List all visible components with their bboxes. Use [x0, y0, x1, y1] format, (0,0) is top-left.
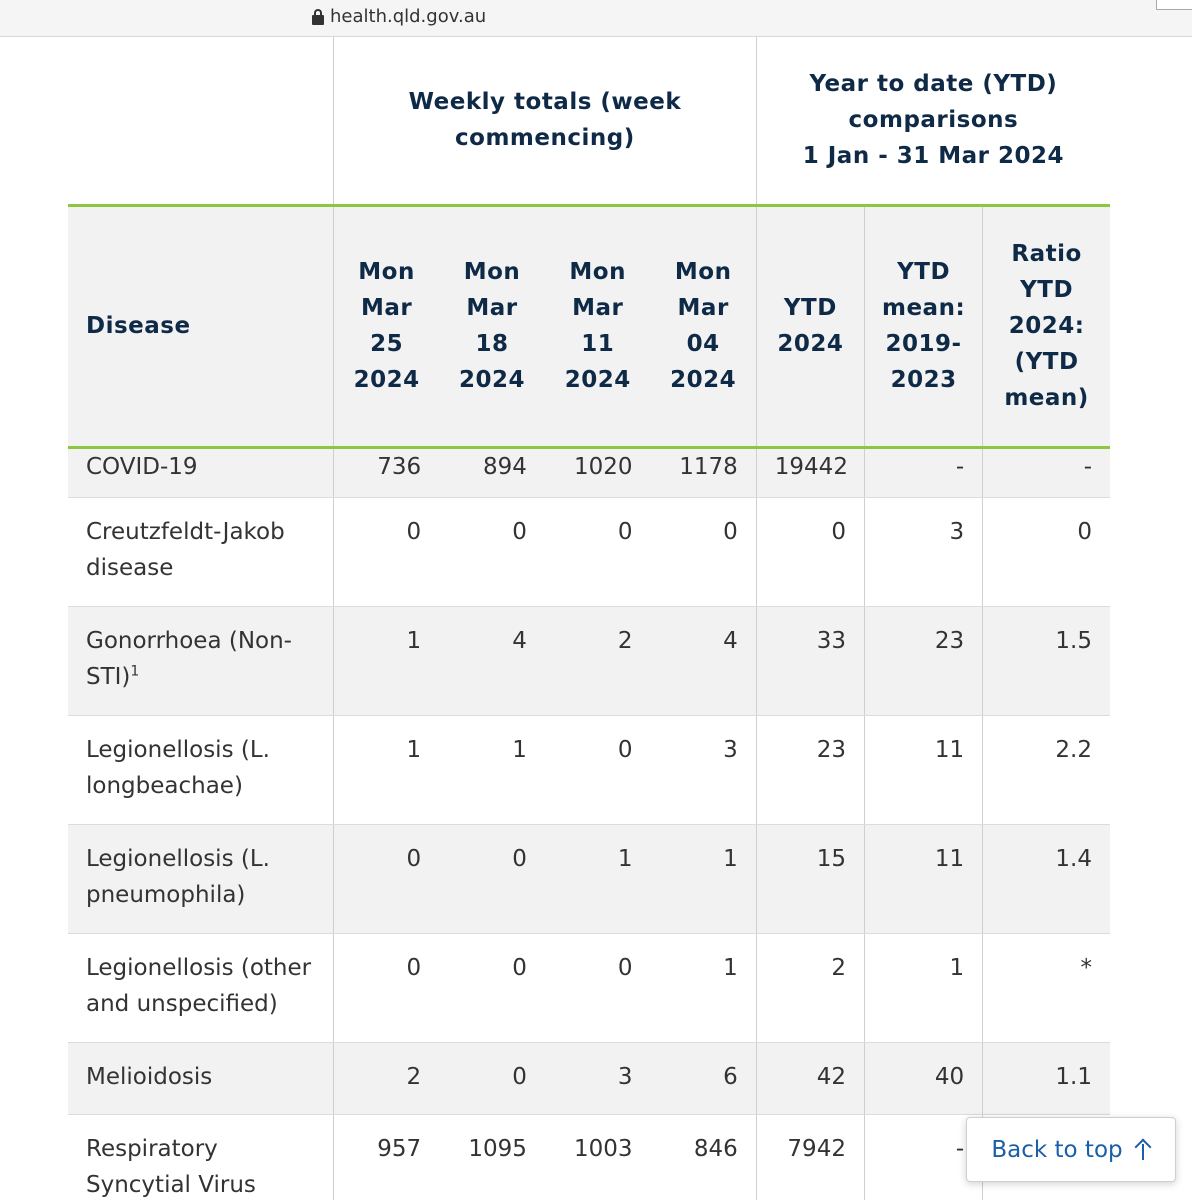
disease-name-cell	[68, 606, 333, 715]
disease-name: Legionellosis (L. pneumophila)	[86, 845, 270, 908]
cell-w4: 3	[651, 715, 757, 824]
cell-mean: 3	[864, 497, 982, 606]
cell-mean: 1	[864, 933, 982, 1042]
cell-w2: 894	[439, 447, 545, 497]
cell-ytd: 15	[756, 824, 864, 933]
cell-w3: 1	[545, 824, 651, 933]
cell-ratio: -	[983, 447, 1110, 497]
disease-name: Creutzfeldt-Jakob disease	[86, 518, 285, 581]
table-row	[68, 1042, 1110, 1114]
header-blank	[68, 37, 333, 205]
cell-ytd: 23	[756, 715, 864, 824]
cell-w3: 0	[545, 933, 651, 1042]
table-row	[68, 447, 1110, 497]
footnote-marker[interactable]: 1	[130, 662, 140, 679]
table-row	[68, 606, 1110, 715]
column-header-week-mar18: Mon Mar 18 2024	[439, 205, 545, 447]
cell-mean: 11	[864, 715, 982, 824]
weekly-totals-header: Weekly totals (week commencing)	[333, 37, 756, 205]
cell-w4: 846	[651, 1114, 757, 1200]
back-to-top-button[interactable]	[966, 1117, 1176, 1182]
url-text: health.qld.gov.au	[330, 6, 487, 27]
table-row	[68, 933, 1110, 1042]
disease-name-cell	[68, 715, 333, 824]
address-display[interactable]	[312, 6, 486, 27]
cell-ytd: 2	[756, 933, 864, 1042]
table-row	[68, 824, 1110, 933]
cell-w3: 3	[545, 1042, 651, 1114]
lock-icon	[312, 9, 324, 25]
cell-ytd: 0	[756, 497, 864, 606]
disease-name: Respiratory Syncytial Virus	[86, 1135, 256, 1198]
table-row	[68, 497, 1110, 606]
disease-name: Legionellosis (L. longbeachae)	[86, 736, 270, 799]
cell-w1: 0	[333, 497, 439, 606]
cell-w4: 1	[651, 824, 757, 933]
column-header-ytd-mean: YTD mean: 2019-2023	[864, 205, 982, 447]
cell-mean: 23	[864, 606, 982, 715]
cell-ratio: 1.4	[983, 824, 1110, 933]
cell-w4: 6	[651, 1042, 757, 1114]
cell-mean: -	[864, 447, 982, 497]
column-header-ratio: Ratio YTD 2024: (YTD mean)	[983, 205, 1110, 447]
cell-w2: 0	[439, 1042, 545, 1114]
cell-mean: 40	[864, 1042, 982, 1114]
cell-w1: 0	[333, 933, 439, 1042]
cell-ratio: 1.1	[983, 1042, 1110, 1114]
cell-w2: 4	[439, 606, 545, 715]
cell-w3: 0	[545, 497, 651, 606]
cell-w3: 2	[545, 606, 651, 715]
toolbar-corner	[1156, 0, 1192, 10]
ytd-comparisons-header	[756, 37, 1110, 205]
table-row	[68, 715, 1110, 824]
cell-ratio: 1.5	[983, 606, 1110, 715]
ytd-date-range: 1 Jan - 31 Mar 2024	[802, 143, 1065, 170]
ytd-comparisons-title: Year to date (YTD) comparisons	[809, 71, 1058, 134]
cell-ytd: 42	[756, 1042, 864, 1114]
disease-name-cell	[68, 497, 333, 606]
cell-mean: 11	[864, 824, 982, 933]
cell-ratio: *	[983, 933, 1110, 1042]
column-header-week-mar11: Mon Mar 11 2024	[545, 205, 651, 447]
cell-w1: 2	[333, 1042, 439, 1114]
cell-w1: 0	[333, 824, 439, 933]
cell-ytd: 7942	[756, 1114, 864, 1200]
cell-w1: 736	[333, 447, 439, 497]
disease-name: Melioidosis	[86, 1063, 213, 1090]
disease-name-cell	[68, 447, 333, 497]
cell-ytd: 19442	[756, 447, 864, 497]
column-header-week-mar25: Mon Mar 25 2024	[333, 205, 439, 447]
cell-w3: 0	[545, 715, 651, 824]
table-row	[68, 1114, 1110, 1200]
cell-w3: 1020	[545, 447, 651, 497]
arrow-up-icon	[1135, 1140, 1151, 1160]
browser-url-bar[interactable]	[0, 0, 1192, 37]
cell-ratio: 2.2	[983, 715, 1110, 824]
disease-name: COVID-19	[86, 453, 198, 480]
cell-w4: 1178	[651, 447, 757, 497]
cell-w1: 957	[333, 1114, 439, 1200]
cell-w2: 1095	[439, 1114, 545, 1200]
column-header-disease: Disease	[68, 205, 333, 447]
cell-ratio: 0	[983, 497, 1110, 606]
cell-w1: 1	[333, 606, 439, 715]
disease-name-cell	[68, 1042, 333, 1114]
cell-w4: 1	[651, 933, 757, 1042]
disease-name-cell	[68, 824, 333, 933]
cell-mean: -	[864, 1114, 982, 1200]
disease-name-cell	[68, 1114, 333, 1200]
cell-w1: 1	[333, 715, 439, 824]
cell-w4: 4	[651, 606, 757, 715]
column-header-week-mar04: Mon Mar 04 2024	[651, 205, 757, 447]
cell-ytd: 33	[756, 606, 864, 715]
cell-w2: 0	[439, 497, 545, 606]
cell-w2: 1	[439, 715, 545, 824]
cell-w4: 0	[651, 497, 757, 606]
back-to-top-label: Back to top	[991, 1136, 1123, 1163]
cell-w2: 0	[439, 933, 545, 1042]
disease-name: Legionellosis (other and unspecified)	[86, 954, 312, 1017]
column-header-ytd-2024: YTD 2024	[756, 205, 864, 447]
disease-name: Gonorrhoea (Non-STI)	[86, 627, 292, 690]
notifiable-conditions-table	[68, 37, 1110, 1200]
cell-w3: 1003	[545, 1114, 651, 1200]
disease-name-cell	[68, 933, 333, 1042]
cell-w2: 0	[439, 824, 545, 933]
